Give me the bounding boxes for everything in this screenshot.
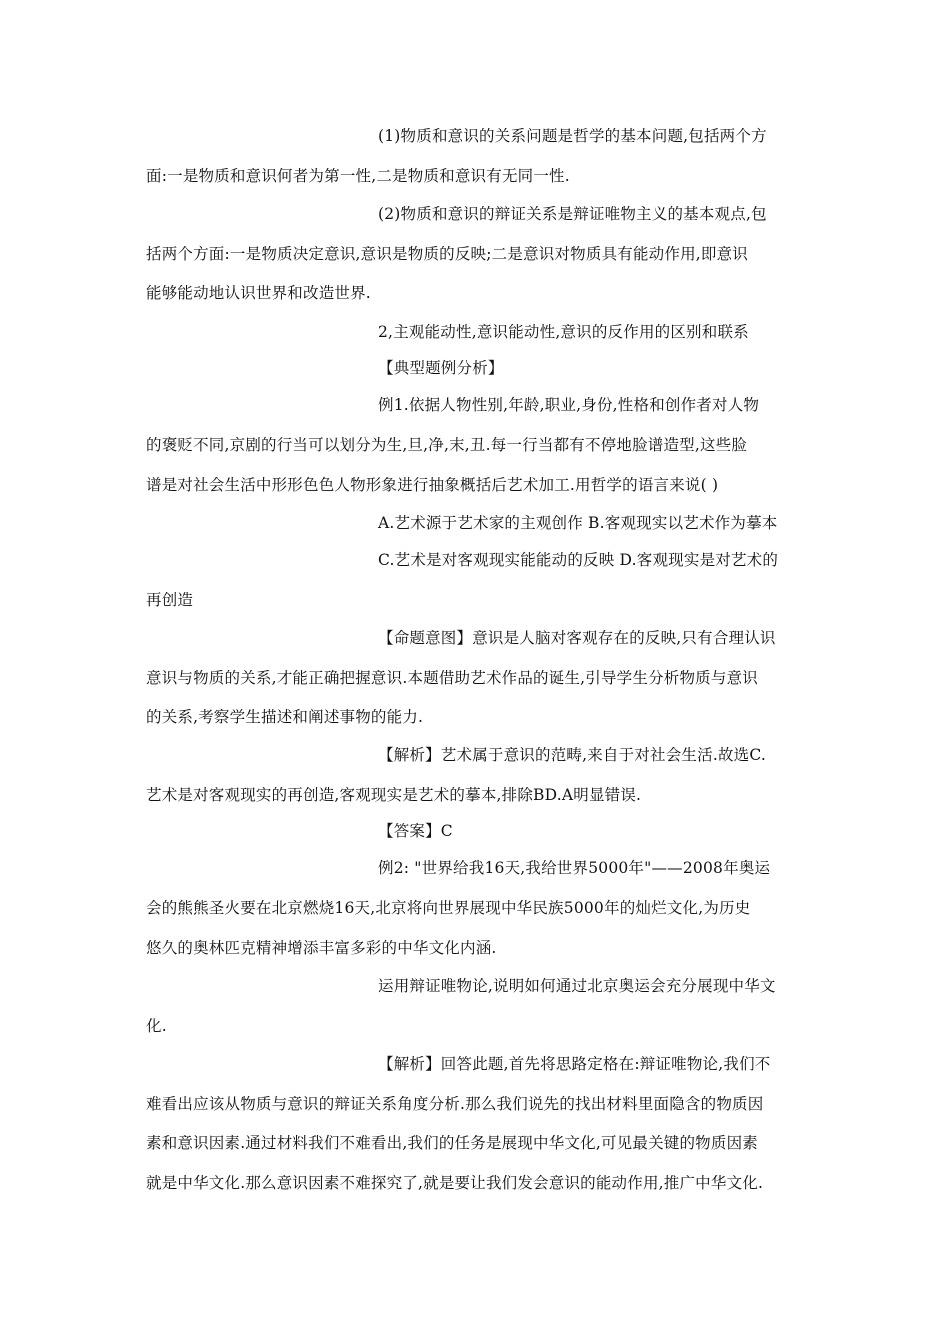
text-line: 的褒贬不同,京剧的行当可以划分为生,旦,净,末,丑.每一行当都有不停地脸谱造型,这些脸 bbox=[146, 436, 748, 454]
text-line: 就是中华文化.那么意识因素不难探究了,就是要让我们发会意识的能动作用,推广中华文化. bbox=[146, 1174, 764, 1192]
text-line: 意识与物质的关系,才能正确把握意识.本题借助艺术作品的诞生,引导学生分析物质与意识 bbox=[146, 669, 758, 687]
text-line: 素和意识因素.通过材料我们不难看出,我们的任务是展现中华文化,可见最关键的物质因素 bbox=[146, 1134, 758, 1152]
text-line: 面:一是物质和意识何者为第一性,二是物质和意识有无同一性. bbox=[146, 167, 570, 185]
text-line: 艺术是对客观现实的再创造,客观现实是艺术的摹本,排除BD.A明显错误. bbox=[146, 786, 642, 804]
option-line: C.艺术是对客观现实能能动的反映 D.客观现实是对艺术的 bbox=[378, 551, 779, 569]
text-line: 会的熊熊圣火要在北京燃烧16天,北京将向世界展现中华民族5000年的灿烂文化,为历史 bbox=[146, 899, 751, 917]
text-line: 2,主观能动性,意识能动性,意识的反作用的区别和联系 bbox=[378, 323, 749, 341]
text-line: 悠久的奥林匹克精神增添丰富多彩的中华文化内涵. bbox=[146, 939, 497, 957]
text-line: (1)物质和意识的关系问题是哲学的基本问题,包括两个方 bbox=[378, 127, 767, 145]
text-line: (2)物质和意识的辩证关系是辩证唯物主义的基本观点,包 bbox=[378, 205, 767, 223]
answer-line: 【答案】C bbox=[378, 822, 453, 840]
text-line: 能够能动地认识世界和改造世界. bbox=[146, 284, 371, 302]
text-line: 例2: "世界给我16天,我给世界5000年"——2008年奥运 bbox=[378, 859, 771, 877]
text-line: 【解析】回答此题,首先将思路定格在:辩证唯物论,我们不 bbox=[378, 1055, 771, 1073]
text-line: 【解析】艺术属于意识的范畴,来自于对社会生活.故选C. bbox=[378, 746, 766, 764]
text-line: 难看出应该从物质与意识的辩证关系角度分析.那么我们说先的找出材料里面隐含的物质因 bbox=[146, 1095, 764, 1113]
text-line: 的关系,考察学生描述和阐述事物的能力. bbox=[146, 708, 424, 726]
text-line: 化. bbox=[146, 1017, 167, 1035]
text-line: 再创造 bbox=[146, 591, 194, 609]
text-line: 括两个方面:一是物质决定意识,意识是物质的反映;二是意识对物质具有能动作用,即意识 bbox=[146, 245, 749, 263]
option-line: A.艺术源于艺术家的主观创作 B.客观现实以艺术作为摹本 bbox=[378, 514, 778, 532]
text-line: 运用辩证唯物论,说明如何通过北京奥运会充分展现中华文 bbox=[378, 977, 776, 995]
text-line: 谱是对社会生活中形形色色人物形象进行抽象概括后艺术加工.用哲学的语言来说( ) bbox=[146, 476, 719, 494]
text-line: 【命题意图】意识是人脑对客观存在的反映,只有合理认识 bbox=[378, 629, 776, 647]
text-line: 例1.依据人物性别,年龄,职业,身份,性格和创作者对人物 bbox=[378, 396, 760, 414]
section-heading: 【典型题例分析】 bbox=[378, 359, 504, 377]
